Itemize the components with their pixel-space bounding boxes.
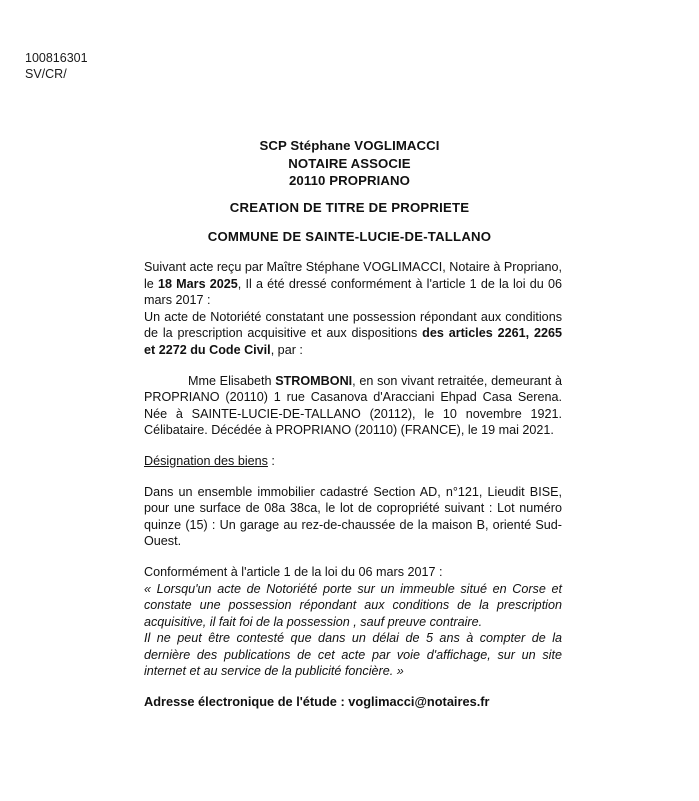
reference-initials: SV/CR/ bbox=[25, 67, 67, 81]
letterhead bbox=[0, 137, 699, 190]
intro-legal-articles: des articles 2261, 2265 et 2272 du Code Civil bbox=[144, 326, 562, 357]
letterhead-firm-name: SCP Stéphane VOGLIMACCI bbox=[259, 138, 440, 153]
designation-paragraph: Dans un ensemble immobilier cadastré Section AD, n°121, Lieudit BISE, pour une surface de 08a 38ca, le lot de copropriété suivant : Lot numéro quinze (15) : Un garage au rez-de-chaussée de la maison B, orienté Sud-Ouest. bbox=[144, 484, 562, 549]
intro-text-part4: , par : bbox=[270, 342, 303, 357]
intro-text-part2: , Il a été dressé conformément à l'article 1 de la loi du 06 mars 2017 : bbox=[144, 276, 562, 308]
reference-block bbox=[25, 50, 88, 82]
intro-text-part3: Un acte de Notoriété constatant une possession répondant aux conditions de la prescription acquisitive et aux dispositions bbox=[144, 309, 562, 341]
document-body bbox=[144, 259, 562, 711]
party-paragraph bbox=[144, 373, 562, 439]
designation-heading bbox=[144, 453, 562, 470]
designation-heading-text: Désignation des biens bbox=[144, 453, 268, 468]
letterhead-city: 20110 PROPRIANO bbox=[289, 173, 410, 188]
study-email-label: Adresse électronique de l'étude : bbox=[144, 694, 349, 710]
reference-number: 100816301 bbox=[25, 51, 88, 65]
intro-paragraph bbox=[144, 259, 562, 359]
intro-act-date: 18 Mars 2025 bbox=[157, 276, 238, 291]
party-surname: STROMBONI bbox=[275, 373, 353, 388]
party-title-prefix: Mme Elisabeth bbox=[188, 373, 276, 388]
intro-text-part1: Suivant acte reçu par Maître Stéphane VOGLIMACCI, Notaire à Propriano, le bbox=[144, 260, 562, 291]
document-subtitle: COMMUNE DE SAINTE-LUCIE-DE-TALLANO bbox=[207, 229, 492, 244]
conformity-quote bbox=[144, 581, 562, 681]
conformity-quote-line-2: Il ne peut être contesté que dans un délai de 5 ans à compter de la dernière des publications de cet acte par voie d'affichage, sur un site internet et au service de la publicité foncière. » bbox=[144, 631, 562, 679]
conformity-lead: Conformément à l'article 1 de la loi du 06 mars 2017 : bbox=[144, 564, 443, 579]
study-email-line bbox=[144, 694, 562, 711]
conformity-quote-line-1: « Lorsqu'un acte de Notoriété porte sur un immeuble situé en Corse et constate une possession répondant aux conditions de la prescription acquisitive, il fait foi de la possession , sauf preuve contraire. bbox=[144, 581, 562, 629]
designation-heading-colon: : bbox=[267, 453, 275, 468]
document-title: CREATION DE TITRE DE PROPRIETE bbox=[229, 200, 470, 215]
party-details: , en son vivant retraitée, demeurant à PROPRIANO (20110) 1 rue Casanova d'Aracciani Ehpad Casa Serena. Née à SAINTE-LUCIE-DE-TALLANO (20112), le 10 novembre 1921. Célibataire. Décédée à PROPRIANO (20110) (FRANCE), le 19 mai 2021. bbox=[144, 373, 562, 438]
letterhead-role: NOTAIRE ASSOCIE bbox=[288, 155, 411, 171]
study-email-address: voglimacci@notaires.fr bbox=[348, 694, 490, 710]
